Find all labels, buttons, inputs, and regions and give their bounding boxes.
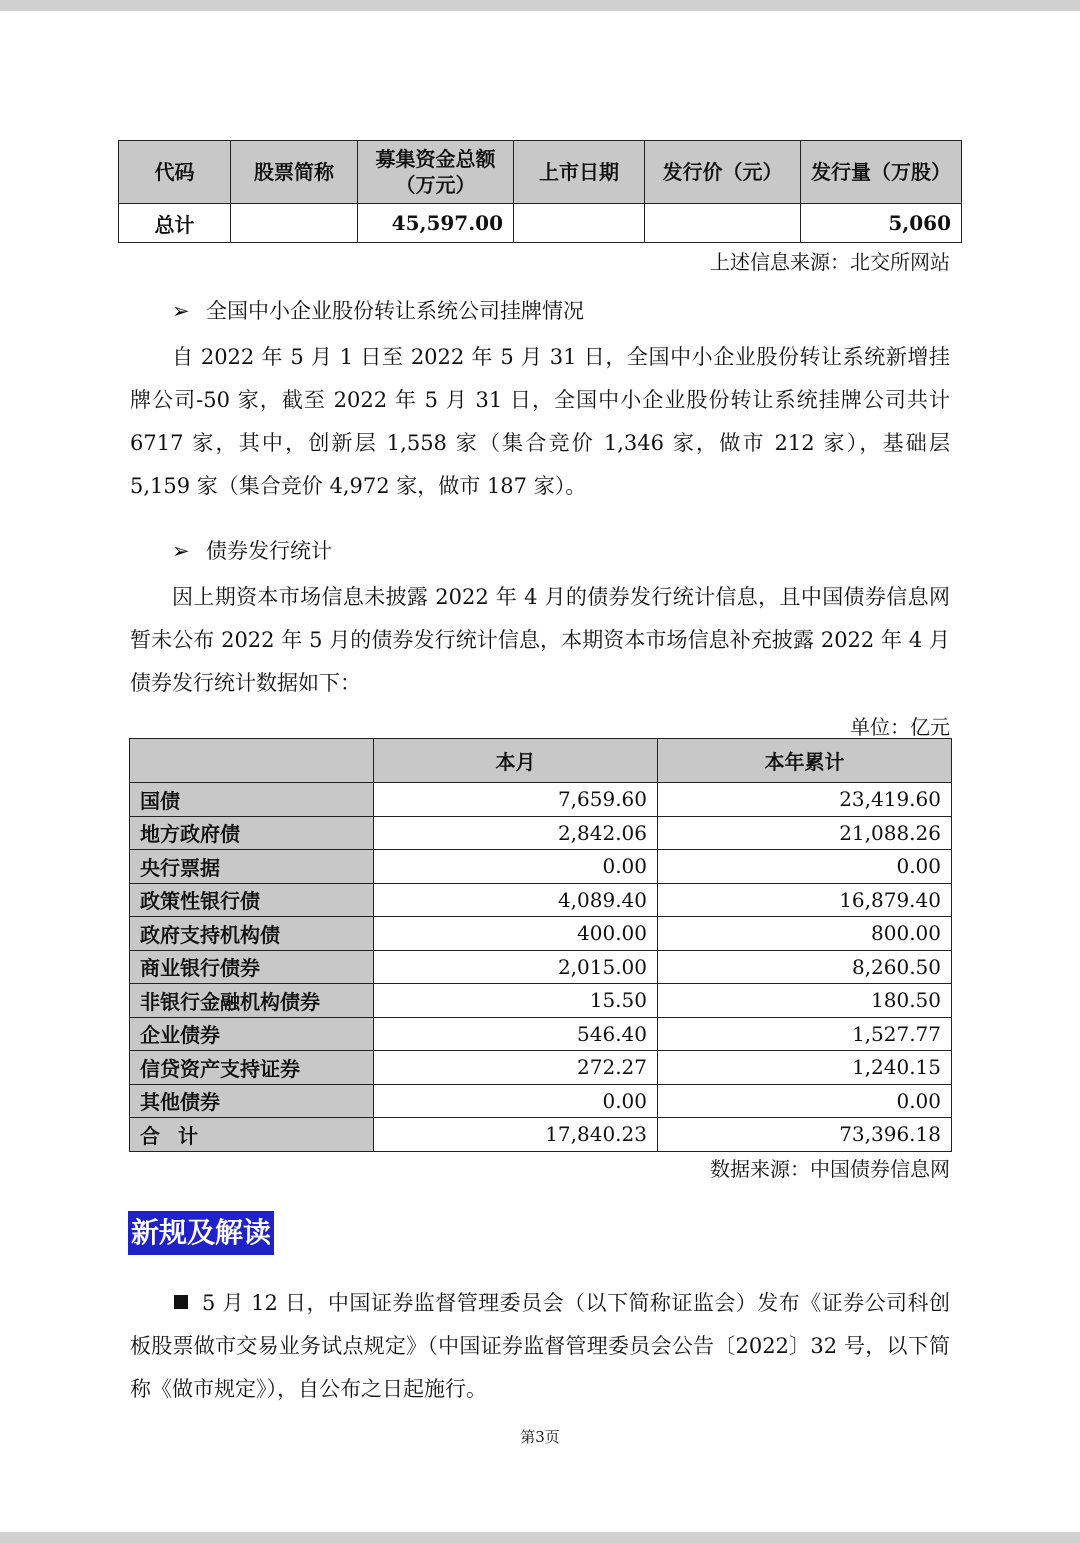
arrow-icon: ➢ [172, 299, 190, 323]
row-label: 非银行金融机构债券 [130, 984, 374, 1018]
source-note: 数据来源：中国债券信息网 [710, 1157, 950, 1181]
page-number: 第3页 [520, 1428, 560, 1446]
bottom-border [0, 1532, 1080, 1543]
month-value: 7,659.60 [374, 783, 658, 817]
row-label: 地方政府债 [130, 816, 374, 850]
arrow-icon: ➢ [172, 539, 190, 563]
table-row [130, 1017, 952, 1051]
table-header-row [119, 141, 962, 204]
ytd-value: 180.50 [658, 984, 952, 1018]
table-header-row [130, 739, 952, 783]
header-name: 股票简称 [231, 141, 358, 204]
ytd-value: 23,419.60 [658, 783, 952, 817]
table-row [130, 783, 952, 817]
header-code: 代码 [119, 141, 231, 204]
empty-cell [514, 204, 645, 243]
row-label: 其他债券 [130, 1084, 374, 1118]
table-row [130, 950, 952, 984]
table-row [119, 204, 962, 243]
month-value: 0.00 [374, 850, 658, 884]
source-note: 上述信息来源：北交所网站 [710, 250, 950, 274]
ytd-value: 8,260.50 [658, 950, 952, 984]
paragraph: 因上期资本市场信息未披露 2022 年 4 月的债券发行统计信息，且中国债券信息网暂未公布 2022 年 5 月的债券发行统计信息，本期资本市场信息补充披露 2022 年 4 月债券发行统计数据如下： [130, 585, 950, 695]
paragraph: 自 2022 年 5 月 1 日至 2022 年 5 月 31 日，全国中小企业股份转让系统新增挂牌公司-50 家，截至 2022 年 5 月 31 日，全国中小企业股份转让系统挂牌公司共计 6717 家，其中，创新层 1,558 家（集合竞价 1,346 家，做市 212 家），基础层 5,159 家（集合竞价 4,972 家，做市 187 家）。 [130, 345, 950, 498]
table-row [130, 1084, 952, 1118]
month-value: 17,840.23 [374, 1118, 658, 1152]
row-label: 国债 [130, 783, 374, 817]
total-volume: 5,060 [801, 204, 962, 243]
square-bullet-icon [174, 1295, 188, 1309]
ytd-value: 800.00 [658, 917, 952, 951]
ytd-value: 1,527.77 [658, 1017, 952, 1051]
row-label: 合计 [130, 1118, 374, 1152]
month-value: 0.00 [374, 1084, 658, 1118]
bond-table-body [130, 783, 952, 1152]
section-heading-text: 全国中小企业股份转让系统公司挂牌情况 [206, 299, 584, 323]
header-month: 本月 [374, 739, 658, 783]
empty-cell [231, 204, 358, 243]
header-volume: 发行量（万股） [801, 141, 962, 204]
ytd-value: 73,396.18 [658, 1118, 952, 1152]
month-value: 546.40 [374, 1017, 658, 1051]
empty-cell [645, 204, 801, 243]
paragraph-text: 5 月 12 日，中国证券监督管理委员会（以下简称证监会）发布《证券公司科创板股票做市交易业务试点规定》（中国证券监督管理委员会公告〔2022〕32 号，以下简称《做市规定》），自公布之日起施行。 [130, 1291, 950, 1401]
month-value: 2,015.00 [374, 950, 658, 984]
header-amount-line1: 募集资金总额 [375, 147, 496, 171]
ytd-value: 1,240.15 [658, 1051, 952, 1085]
ytd-value: 21,088.26 [658, 816, 952, 850]
row-label: 信贷资产支持证券 [130, 1051, 374, 1085]
table-row [130, 1118, 952, 1152]
ytd-value: 0.00 [658, 1084, 952, 1118]
header-date: 上市日期 [514, 141, 645, 204]
unit-note: 单位：亿元 [850, 715, 950, 739]
header-amount [358, 141, 514, 204]
table-row [130, 984, 952, 1018]
section-title-badge: 新规及解读 [128, 1211, 274, 1255]
table-row [130, 850, 952, 884]
month-value: 272.27 [374, 1051, 658, 1085]
row-label: 企业债券 [130, 1017, 374, 1051]
row-label: 政策性银行债 [130, 883, 374, 917]
table-row [130, 1051, 952, 1085]
header-ytd: 本年累计 [658, 739, 952, 783]
month-value: 15.50 [374, 984, 658, 1018]
header-empty [130, 739, 374, 783]
ytd-value: 16,879.40 [658, 883, 952, 917]
section-heading-text: 债券发行统计 [206, 539, 332, 563]
row-label: 央行票据 [130, 850, 374, 884]
month-value: 2,842.06 [374, 816, 658, 850]
row-label: 商业银行债券 [130, 950, 374, 984]
month-value: 400.00 [374, 917, 658, 951]
header-price: 发行价（元） [645, 141, 801, 204]
table-row [130, 883, 952, 917]
month-value: 4,089.40 [374, 883, 658, 917]
row-label: 政府支持机构债 [130, 917, 374, 951]
table-row [130, 816, 952, 850]
paragraph [130, 1282, 950, 1411]
header-amount-line2: （万元） [395, 173, 476, 197]
top-border [0, 0, 1080, 11]
bond-table [129, 738, 952, 1152]
total-amount: 45,597.00 [358, 204, 514, 243]
ytd-value: 0.00 [658, 850, 952, 884]
ipo-table [118, 140, 962, 243]
section-heading [172, 295, 584, 325]
total-label: 总计 [119, 204, 231, 243]
table-row [130, 917, 952, 951]
section-heading [172, 535, 332, 565]
